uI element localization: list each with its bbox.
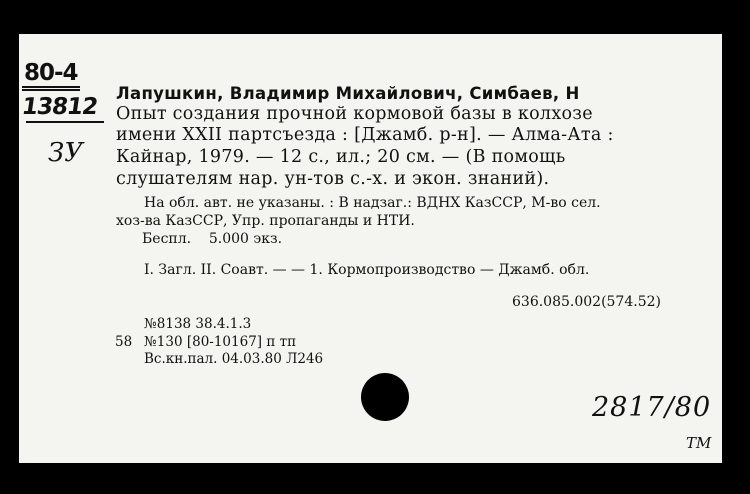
tracings: I. Загл. II. Соавт. — — 1. Кормопроизводство — Джамб. обл. [144, 262, 590, 278]
footer-line-3: Вс.кн.пал. 04.03.80 Л246 [144, 351, 324, 367]
call-number-underline-2 [22, 89, 80, 91]
title-line-3: Кайнар, 1979. — 12 с., ил.; 20 см. — (В помощь [116, 147, 566, 167]
title-line-1: Опыт создания прочной кормовой базы в колхозе [116, 104, 593, 124]
punch-hole [361, 373, 409, 421]
title-line-4: слушателям нар. ун-тов с.-х. и экон. знаний). [116, 169, 550, 189]
title-line-2: имени XXII партсъезда : [Джамб. р-н]. — Алма-Ата : [116, 125, 614, 145]
call-number-underline-3 [26, 121, 104, 123]
handwritten-right-number: 2817/80 [592, 392, 712, 423]
footer-prefix: 58 [115, 334, 133, 350]
handwritten-initials: ТМ [686, 434, 712, 452]
classification-number: 636.085.002(574.52) [512, 294, 661, 310]
note-line-2: хоз-ва КазССР, Упр. пропаганды и НТИ. [116, 213, 415, 229]
footer-line-1: №8138 38.4.1.3 [144, 316, 252, 332]
call-number-underline-1 [22, 86, 80, 88]
note-line-3: Беспл. 5.000 экз. [142, 231, 283, 247]
footer-line-2: №130 [80-10167] п тп [144, 334, 297, 350]
handwritten-call-number-bottom: 13812 [20, 94, 99, 120]
author-heading: Лапушкин, Владимир Михайлович, Симбаев, Н [116, 84, 580, 103]
handwritten-call-number-top: 80-4 [24, 60, 78, 86]
handwritten-mark-left: ЗУ [48, 138, 83, 168]
note-line-1: На обл. авт. не указаны. : В надзаг.: ВДНХ КазССР, М-во сел. [144, 195, 601, 211]
